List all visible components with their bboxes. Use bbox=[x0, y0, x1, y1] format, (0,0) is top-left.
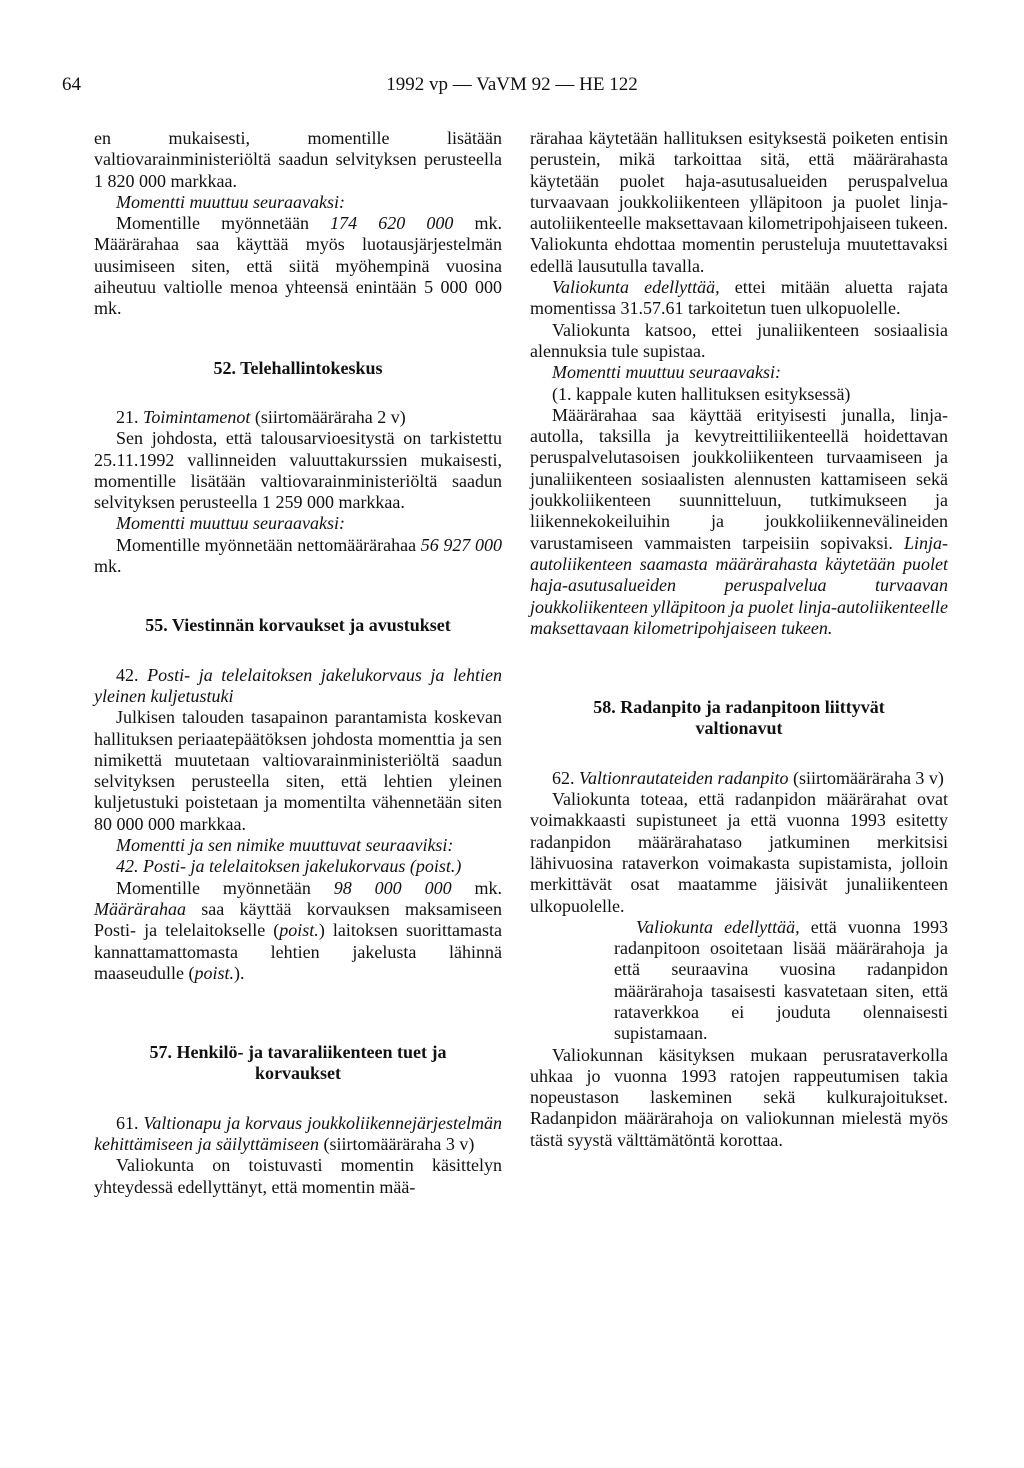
section-heading-55: 55. Viestinnän korvaukset ja avustukset bbox=[145, 615, 451, 636]
paragraph: rärahaa käytetään hallituksen esityksestä poiketen entisin perustein, mikä tarkoittaa sitä, että määrärahasta käytetään puolet haja-asutusalueiden peruspalvelua turvaavaan joukkoliikenteen ylläpitoon ja puolet linja-autoliikenteelle maksettavaan kilometripohjaiseen tukeen. Valiokunta ehdottaa momentin perusteluja muutettavaksi edellä lausutulla tavalla. bbox=[530, 128, 948, 276]
paragraph: Valiokunta toteaa, että radanpidon määrärahat ovat voimakkaasti supistuneet ja että vuonna 1993 esitetty radanpidon määrärahataso jatkuminen merkitsisi lähivuosina rataverkon voimakasta supistamista, jolloin merkittävät osat maatamme jäisivät junaliikenteen ulkopuolelle. bbox=[530, 789, 948, 916]
indented-block bbox=[530, 917, 948, 1045]
item-heading-42: 42. Posti- ja telelaitoksen jakelukorvaus ja lehtien yleinen kuljetustuki bbox=[94, 664, 503, 706]
paragraph: Sen johdosta, että talousarvioesitystä on tarkistettu 25.11.1992 vallinneiden valuuttakurssien mukaisesti, momentille lisätään valtiovarainministeriöltä saadun selvityksen perusteella 1 259 000 markkaa. bbox=[94, 428, 502, 513]
right-column bbox=[530, 128, 948, 1151]
paragraph: Valiokunnan käsityksen mukaan perusrataverkolla uhkaa jo vuonna 1993 ratojen rappeutumisen takia nopeustason laskeminen sekä kulkurajoitukset. Radanpidon määrärahoja on valiokunnan mielestä myös tästä syystä välttämätöntä korottaa. bbox=[530, 1044, 948, 1150]
paragraph: Julkisen talouden tasapainon parantamista koskevan hallituksen periaatepäätöksen johdosta momenttia ja sen nimikettä muutetaan valtiovarainministeriöltä saadun selvityksen perusteella siten, että lehtien yleinen kuljetustuki poistetaan ja momentilta vähennetään siten 80 000 000 markkaa. bbox=[94, 707, 502, 834]
item-title: 42. Posti- ja telelaitoksen jakelukorvaus (poist.) bbox=[116, 856, 462, 877]
amendment-intro: Momentti muuttuu seuraavaksi: bbox=[552, 362, 781, 383]
paragraph: Momentille myönnetään 174 620 000 mk. Määrärahaa saa käyttää myös luotausjärjestelmän uusimiseen siten, että siitä myöhempinä vuosina aiheutuu valtiolle menoa yhteensä enintään 5 000 000 mk. bbox=[94, 213, 502, 319]
paragraph: Momentille myönnetään nettomäärärahaa 56 927 000 mk. bbox=[94, 534, 502, 577]
paragraph: en mukaisesti, momentille lisätään valtiovarainministeriöltä saadun selvityksen perusteella 1 820 000 markkaa. bbox=[94, 128, 502, 191]
page-number: 64 bbox=[62, 74, 81, 95]
page-header bbox=[0, 74, 1024, 102]
item-heading-62: 62. Valtionrautateiden radanpito (siirtomääräraha 3 v) bbox=[552, 767, 944, 788]
paragraph: (1. kappale kuten hallituksen esityksessä) bbox=[552, 383, 851, 404]
amendment-intro: Momentti muuttuu seuraavaksi: bbox=[116, 191, 345, 212]
paragraph: Määrärahaa saa käyttää erityisesti junalla, linja-autolla, taksilla ja kevytreittiliikenteellä hoidettavan peruspalvelutasoisen joukkoliikenteen turvaamiseen ja junaliikenteen sosiaalisten alennusten kattamiseen sekä joukkoliikenteen suunnitteluun, tutkimukseen ja liikennekokeiluihin ja joukkoliikennevälineiden varustamiseen vammaisten tarpeisiin sopivaksi. Linja-autoliikenteen saamasta määrärahasta käytetään puolet haja-asutusalueiden peruspalvelua turvaavan joukkoliikenteen ylläpitoon ja puolet linja-autoliikenteelle maksettavaan kilometripohjaiseen tukeen. bbox=[530, 404, 948, 638]
section-heading-58: 58. Radanpito ja radanpitoon liittyvät valtionavut bbox=[593, 697, 885, 739]
amendment-intro: Momentti muuttuu seuraavaksi: bbox=[116, 513, 345, 534]
paragraph: Valiokunta katsoo, ettei junaliikenteen sosiaalisia alennuksia tule supistaa. bbox=[530, 319, 948, 361]
paragraph: Valiokunta edellyttää, ettei mitään aluetta rajata momentissa 31.57.61 tarkoitetun tuen ulkopuolelle. bbox=[530, 277, 948, 319]
paragraph: Valiokunta on toistuvasti momentin käsittelyn yhteydessä edellyttänyt, että momentin mää- bbox=[94, 1155, 502, 1197]
section-heading-52: 52. Telehallintokeskus bbox=[213, 357, 383, 378]
section-heading-57: 57. Henkilö- ja tavaraliikenteen tuet ja korvaukset bbox=[149, 1042, 447, 1084]
paragraph: Momentille myönnetään 98 000 000 mk. Määrärahaa saa käyttää korvauksen maksamiseen Posti- ja telelaitokselle (poist.) laitoksen suorittamasta kannattamattomasta lehtien jakelusta lähinnä maaseudulle (poist.). bbox=[94, 877, 502, 983]
running-title: 1992 vp — VaVM 92 — HE 122 bbox=[386, 74, 638, 95]
left-column bbox=[94, 128, 502, 1198]
paragraph: Valiokunta edellyttää, että vuonna 1993 radanpitoon osoitetaan lisää määrärahoja ja että seuraavina vuosina radanpidon määrärahoja tasaisesti kasvatetaan siten, että rataverkkoa ei jouduta olennaisesti supistamaan. bbox=[614, 916, 948, 1044]
item-heading-61: 61. Valtionapu ja korvaus joukkoliikennejärjestelmän kehittämiseen ja säilyttämiseen (siirtomääräraha 3 v) bbox=[94, 1112, 502, 1154]
amendment-intro: Momentti ja sen nimike muuttuvat seuraaviksi: bbox=[116, 835, 454, 856]
item-heading-21: 21. Toimintamenot (siirtomääräraha 2 v) bbox=[116, 406, 406, 427]
